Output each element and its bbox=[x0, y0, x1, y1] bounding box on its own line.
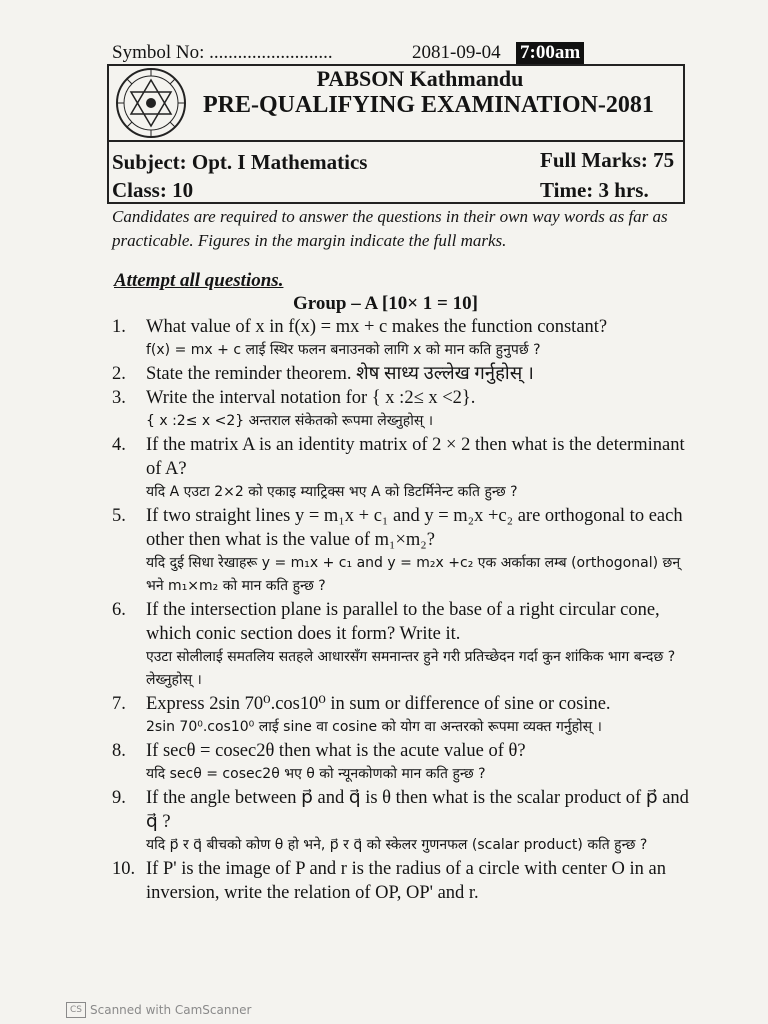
question-number: 2. bbox=[112, 364, 126, 384]
symbol-date-line bbox=[112, 42, 592, 66]
question-english: Express 2sin 70⁰.cos10⁰ in sum or difference of sine or cosine. bbox=[146, 694, 611, 714]
exam-date: 2081-09-04 bbox=[412, 42, 501, 63]
question-nepali: यदि A एउटा 2×2 को एकाइ म्याट्रिक्स भए A को डिटर्मिनेन्ट कति हुन्छ ? bbox=[146, 484, 518, 500]
scanner-watermark bbox=[66, 1002, 251, 1018]
question-item bbox=[112, 598, 692, 692]
question-number: 9. bbox=[112, 788, 126, 808]
question-number: 10. bbox=[112, 859, 136, 879]
question-number: 6. bbox=[112, 600, 126, 620]
question-nepali: यदि secθ = cosec2θ भए θ को न्यूनकोणको मान कति हुन्छ ? bbox=[146, 766, 486, 782]
question-nepali: f(x) = mx + c लाई स्थिर फलन बनाउनको लागि x को मान कति हुनुपर्छ ? bbox=[146, 342, 541, 358]
time-allowed: Time: 3 hrs. bbox=[540, 178, 649, 202]
question-english: If P' is the image of P and r is the radius of a circle with center O in an inversion, write the relation of OP, OP' and r. bbox=[146, 859, 666, 903]
class: Class: 10 bbox=[112, 178, 194, 202]
question-nepali: यदि दुई सिधा रेखाहरू y = m₁x + c₁ and y = m₂x +c₂ एक अर्काका लम्ब (orthogonal) छन् भने m₁×m₂ को मान कति हुन्छ ? bbox=[146, 555, 681, 594]
symbol-number-label: Symbol No: .......................... bbox=[112, 42, 333, 63]
exam-title: PRE-QUALIFYING EXAMINATION-2081 bbox=[203, 92, 654, 118]
exam-time: 7:00am bbox=[516, 42, 584, 64]
question-nepali: { x :2≤ x <2} अन्तराल संकेतको रूपमा लेख्नुहोस् । bbox=[146, 413, 434, 429]
question-number: 7. bbox=[112, 694, 126, 714]
question-number: 5. bbox=[112, 506, 126, 526]
question-english: If two straight lines y = m₁x + c₁ and y = m₂x +c₂ are orthogonal to each other then what is the value of m₁×m₂? bbox=[146, 506, 683, 550]
question-nepali: यदि p⃗ र q⃗ बीचको कोण θ हो भने, p⃗ र q⃗ को स्केलर गुणनफल (scalar product) कति हुन्छ ? bbox=[146, 837, 648, 853]
question-list bbox=[112, 315, 692, 905]
question-number: 4. bbox=[112, 435, 126, 455]
question-english: If secθ = cosec2θ then what is the acute value of θ? bbox=[146, 741, 526, 761]
question-nepali: 2sin 70⁰.cos10⁰ लाई sine वा cosine को योग वा अन्तरको रूपमा व्यक्त गर्नुहोस् । bbox=[146, 719, 602, 735]
question-english: State the reminder theorem. शेष साध्य उल्लेख गर्नुहोस् । bbox=[146, 364, 534, 384]
school-name bbox=[200, 66, 670, 92]
header-divider bbox=[107, 140, 685, 142]
question-number: 1. bbox=[112, 317, 126, 337]
camscanner-logo-icon: CS bbox=[66, 1002, 86, 1018]
school-name-text: PABSON Kathmandu bbox=[316, 66, 524, 91]
question-english: If the matrix A is an identity matrix of 2 × 2 then what is the determinant of A? bbox=[146, 435, 685, 479]
question-number: 3. bbox=[112, 388, 126, 408]
question-item bbox=[112, 362, 692, 386]
question-item bbox=[112, 504, 692, 598]
question-item bbox=[112, 315, 692, 362]
question-english: If the angle between p⃗ and q⃗ is θ then what is the scalar product of p⃗ and q⃗ ? bbox=[146, 788, 689, 832]
instructions: Candidates are required to answer the questions in their own way words as far as practicable. Figures in the margin indicate the full marks. bbox=[112, 207, 668, 250]
question-item bbox=[112, 692, 692, 739]
full-marks: Full Marks: 75 bbox=[540, 148, 675, 172]
scanner-text: Scanned with CamScanner bbox=[90, 1003, 252, 1017]
question-item bbox=[112, 386, 692, 433]
attempt-all-heading: Attempt all questions. bbox=[114, 270, 284, 291]
question-item bbox=[112, 857, 692, 905]
question-item bbox=[112, 786, 692, 857]
question-english: Write the interval notation for { x :2≤ x <2}. bbox=[146, 388, 476, 408]
group-heading: Group – A [10× 1 = 10] bbox=[293, 293, 478, 314]
question-english: If the intersection plane is parallel to the base of a right circular cone, which conic section does it form? Write it. bbox=[146, 600, 660, 644]
question-item bbox=[112, 739, 692, 786]
subject: Subject: Opt. I Mathematics bbox=[112, 150, 368, 174]
question-number: 8. bbox=[112, 741, 126, 761]
question-item bbox=[112, 433, 692, 504]
question-english: What value of x in f(x) = mx + c makes the function constant? bbox=[146, 317, 608, 337]
question-nepali: एउटा सोलीलाई समतलिय सतहले आधारसँग समनान्तर हुने गरी प्रतिच्छेदन गर्दा कुन शांकिक भाग बन्दछ ? लेख्नुहोस् । bbox=[146, 649, 676, 688]
